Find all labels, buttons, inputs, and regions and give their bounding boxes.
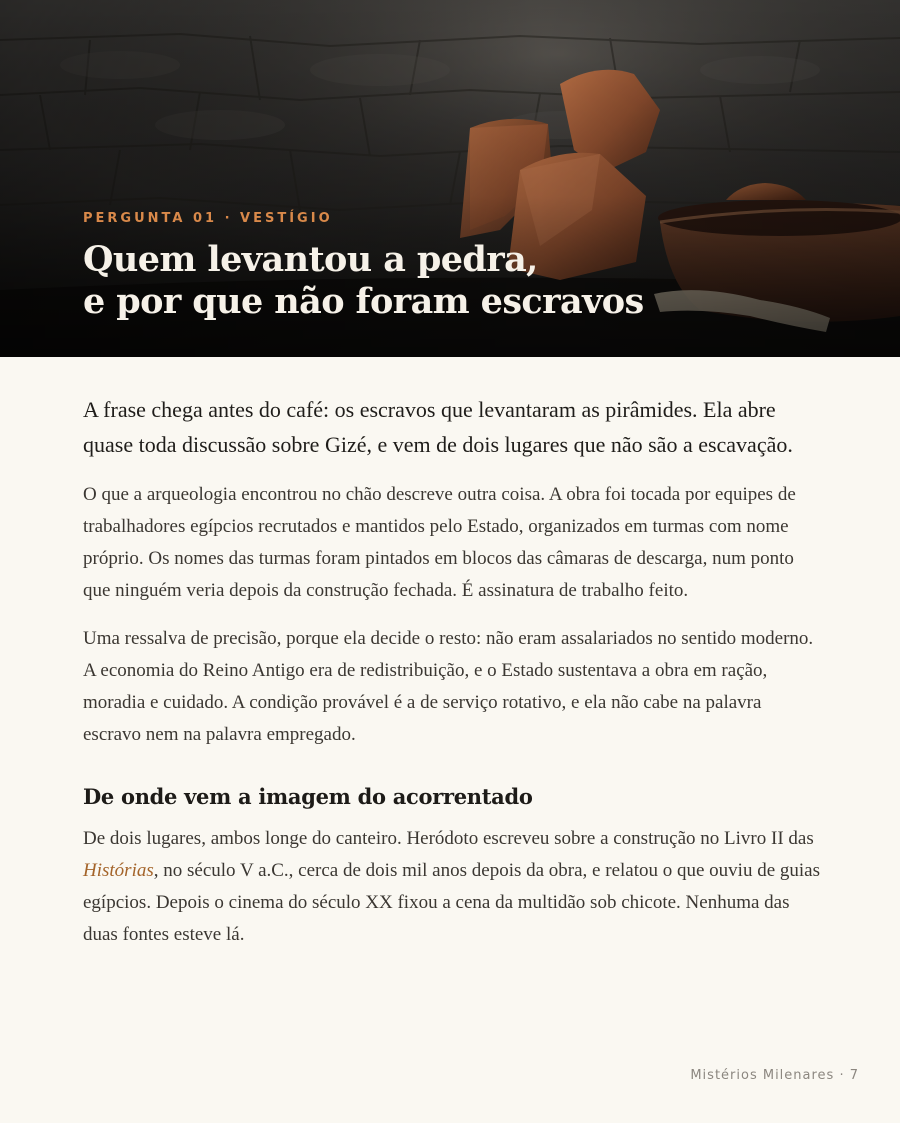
paragraph-3-end: , no século V a.C., cerca de dois mil anos depois da obra, e relatou o que ouviu de guias egípcios. Depois o cinema do século XX fixou a cena da multidão sob chicote. Nenhuma das duas fontes esteve lá.	[83, 860, 820, 945]
hero-banner	[0, 0, 900, 357]
book-title-emphasis: Histórias	[83, 860, 154, 881]
section-heading: De onde vem a imagem do acorrentado	[83, 784, 533, 809]
body-paragraph-2: Uma ressalva de precisão, porque ela decide o resto: não eram assalariados no sentido moderno. A economia do Reino Antigo era de redistribuição, e o Estado sustentava a obra em ração, moradia e cuidado. A condição provável é a de serviço rotativo, e ela não cabe na palavra escravo nem na palavra empregado.	[83, 628, 814, 745]
section-kicker: PERGUNTA 01 · VESTÍGIO	[83, 211, 333, 226]
paragraph-3-start: De dois lugares, ambos longe do canteiro. Heródoto escreveu sobre a construção no Livro II das	[83, 828, 814, 849]
hero-text	[83, 211, 863, 323]
title-line-2: e por que não foram escravos	[83, 281, 644, 322]
body-paragraph-3	[83, 823, 823, 951]
title-line-1: Quem levantou a pedra,	[83, 239, 538, 280]
article-body	[83, 392, 823, 967]
page-footer: Mistérios Milenares · 7	[690, 1068, 859, 1083]
body-paragraph-1: O que a arqueologia encontrou no chão descreve outra coisa. A obra foi tocada por equipes de trabalhadores egípcios recrutados e mantidos pelo Estado, organizados em turmas com nome próprio. Os nomes das turmas foram pintados em blocos das câmaras de descarga, num ponto que ninguém veria depois da construção fechada. É assinatura de trabalho feito.	[83, 484, 796, 601]
page-title	[83, 239, 863, 323]
lead-paragraph: A frase chega antes do café: os escravos que levantaram as pirâmides. Ela abre quase toda discussão sobre Gizé, e vem de dois lugares que não são a escavação.	[83, 397, 793, 457]
